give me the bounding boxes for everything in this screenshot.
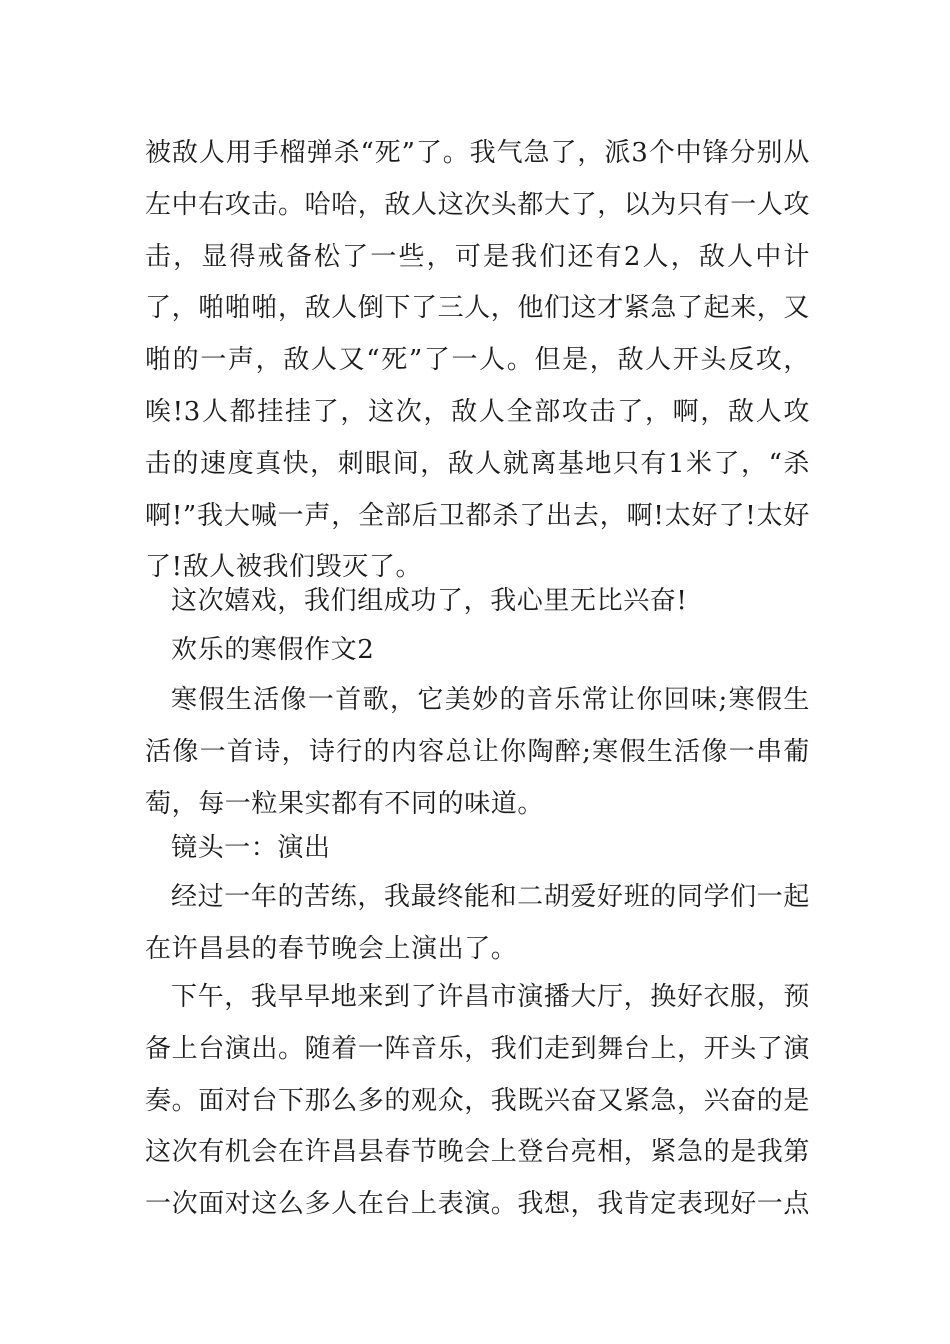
paragraph-afternoon: 下午，我早早地来到了许昌市演播大厅，换好衣服，预备上台演出。随着一阵音乐，我们走到舞台上，开头了演奏。面对台下那么多的观众，我既兴奋又紧急，兴奋的是这次有机会在许昌县春节晚会上登台亮相，紧急的是我第一次面对这么多人在台上表演。我想，我肯定表现好一点 bbox=[145, 982, 811, 1220]
paragraph-game-success: 这次嬉戏，我们组成功了，我心里无比兴奋! bbox=[171, 586, 688, 616]
essay-title: 欢乐的寒假作文2 bbox=[171, 635, 375, 665]
section-heading-performance: 镜头一：演出 bbox=[171, 833, 331, 863]
paragraph-battle-story: 被敌人用手榴弹杀“死”了。我气急了，派3个中锋分别从左中右攻击。哈哈，敌人这次头都大了，以为只有一人攻击，显得戒备松了一些，可是我们还有2人，敌人中计了，啪啪啪，敌人倒下了三人，他们这才紧急了起来，又啪的一声，敌人又“死”了一人。但是，敌人开头反攻，唉!3人都挂挂了，这次，敌人全部攻击了，啊，敌人攻击的速度真快，刺眼间，敌人就离基地只有1米了，“杀啊!”我大喊一声，全部后卫都杀了出去，啊!太好了!太好了!敌人被我们毁灭了。 bbox=[145, 138, 811, 583]
paragraph-practice: 经过一年的苦练，我最终能和二胡爱好班的同学们一起在许昌县的春节晚会上演出了。 bbox=[145, 882, 810, 964]
paragraph-winter-intro: 寒假生活像一首歌，它美妙的音乐常让你回味;寒假生活像一首诗，诗行的内容总让你陶醉;寒假生活像一串葡萄，每一粒果实都有不同的味道。 bbox=[145, 685, 810, 819]
